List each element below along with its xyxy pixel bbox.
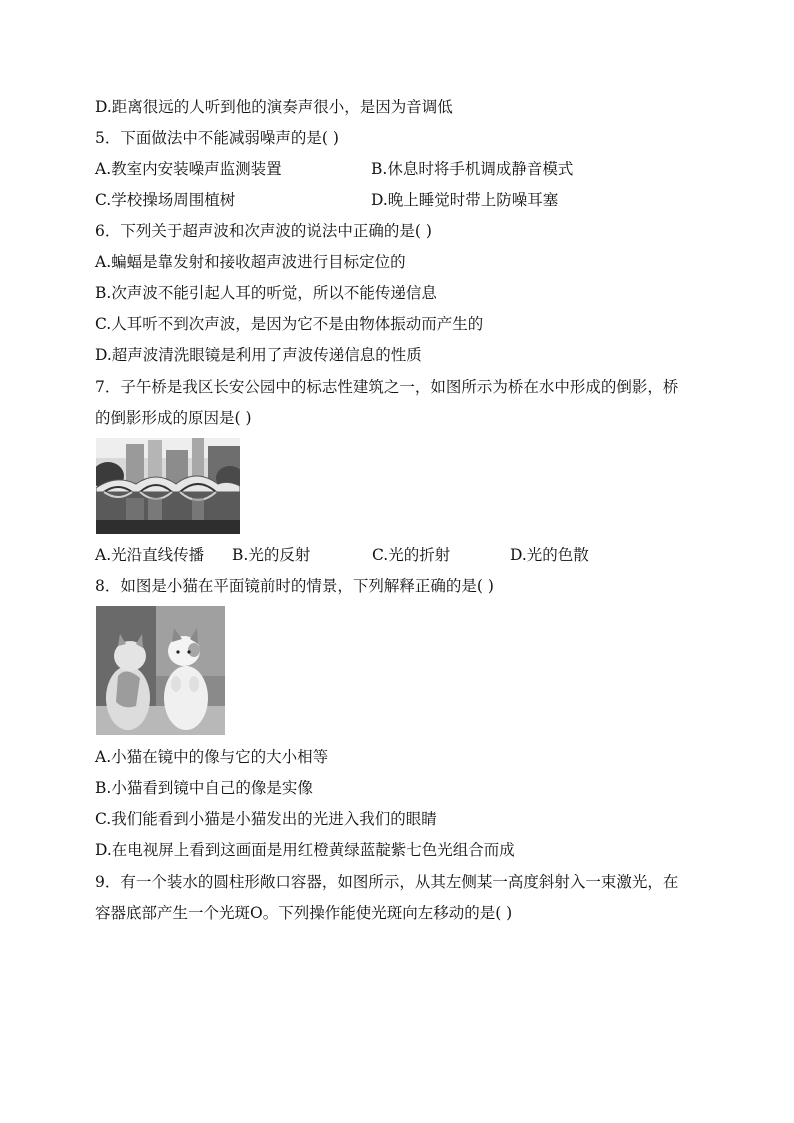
q5-option-d: D.晚上睡觉时带上防噪耳塞 bbox=[371, 191, 559, 209]
q6-option-a: A.蝙蝠是靠发射和接收超声波进行目标定位的 bbox=[95, 253, 406, 271]
q7-option-d: D.光的色散 bbox=[510, 546, 589, 564]
q8-option-b: B.小猫看到镜中自己的像是实像 bbox=[95, 779, 313, 797]
q7-stem-line-1: 7．子午桥是我区长安公园中的标志性建筑之一，如图所示为桥在水中形成的倒影，桥 bbox=[95, 378, 679, 396]
q6-option-c: C.人耳听不到次声波，是因为它不是由物体振动而产生的 bbox=[95, 315, 484, 333]
q8-stem: 8．如图是小猫在平面镜前时的情景，下列解释正确的是( ) bbox=[95, 577, 494, 595]
q5-stem: 5．下面做法中不能减弱噪声的是( ) bbox=[95, 129, 339, 147]
q7-option-c: C.光的折射 bbox=[372, 546, 451, 564]
q9-stem-line-2: 容器底部产生一个光斑O。下列操作能使光斑向左移动的是( ) bbox=[95, 904, 513, 922]
q4-option-d: D.距离很远的人听到他的演奏声很小，是因为音调低 bbox=[95, 98, 453, 116]
q5-option-c: C.学校操场周围植树 bbox=[95, 191, 236, 209]
q8-option-c: C.我们能看到小猫是小猫发出的光进入我们的眼睛 bbox=[95, 810, 437, 828]
q8-option-a: A.小猫在镜中的像与它的大小相等 bbox=[95, 748, 329, 766]
bridge-reflection-photo bbox=[96, 438, 240, 534]
q5-option-a: A.教室内安装噪声监测装置 bbox=[95, 160, 282, 178]
q7-option-b: B.光的反射 bbox=[232, 546, 311, 564]
q5-option-b: B.休息时将手机调成静音模式 bbox=[371, 160, 574, 178]
q7-stem-line-2: 的倒影形成的原因是( ) bbox=[95, 409, 252, 427]
q6-stem: 6．下列关于超声波和次声波的说法中正确的是( ) bbox=[95, 222, 432, 240]
q9-stem-line-1: 9．有一个装水的圆柱形敞口容器，如图所示，从其左侧某一高度斜射入一束激光，在 bbox=[95, 873, 679, 891]
cat-mirror-photo bbox=[96, 606, 225, 735]
q6-option-d: D.超声波清洗眼镜是利用了声波传递信息的性质 bbox=[95, 346, 422, 364]
q6-option-b: B.次声波不能引起人耳的听觉，所以不能传递信息 bbox=[95, 284, 437, 302]
q8-option-d: D.在电视屏上看到这画面是用红橙黄绿蓝靛紫七色光组合而成 bbox=[95, 841, 515, 859]
q7-option-a: A.光沿直线传播 bbox=[95, 546, 205, 564]
